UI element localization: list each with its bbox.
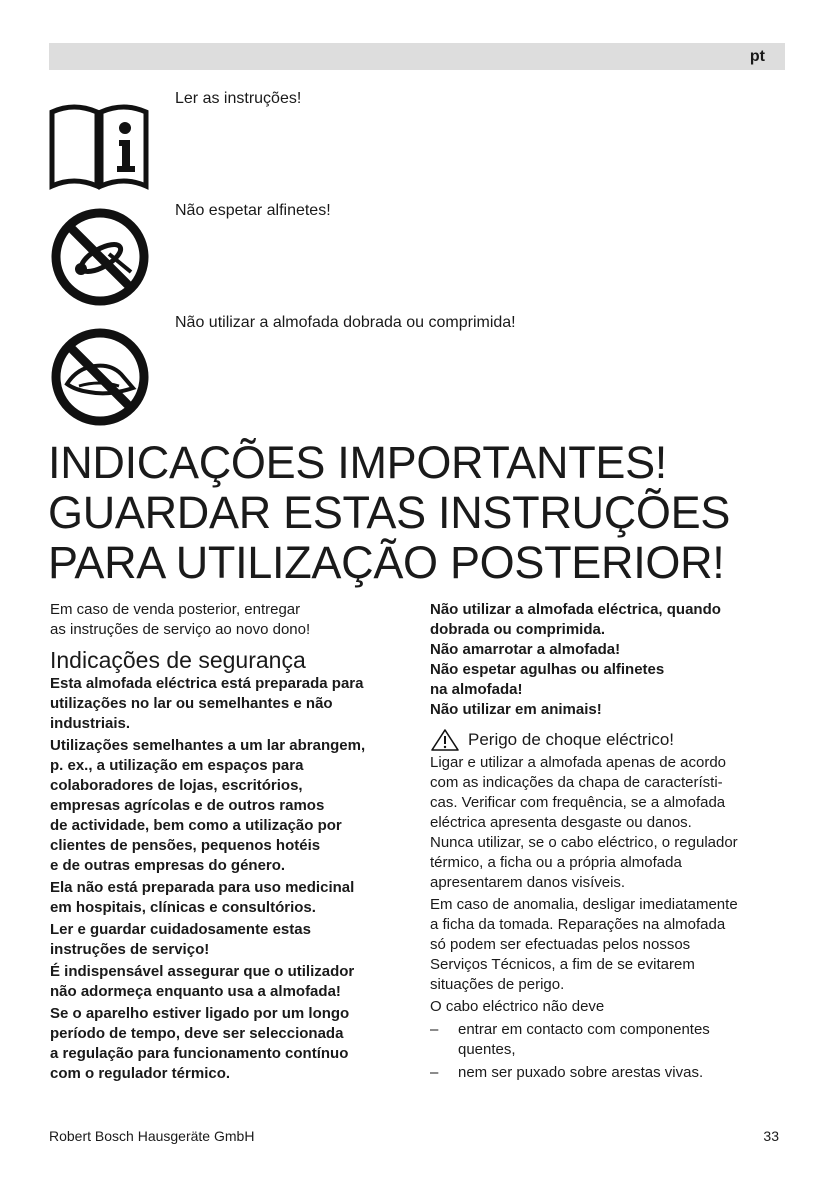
bold-notes bbox=[430, 600, 790, 720]
paragraph bbox=[430, 997, 790, 1017]
text-line: Nunca utilizar, se o cabo eléctrico, o regulador bbox=[430, 834, 738, 851]
text-line: apresentarem danos visíveis. bbox=[430, 874, 626, 891]
icon-label-folding: Não utilizar a almofada dobrada ou comprimida! bbox=[175, 314, 516, 331]
text-line: Ela não está preparada para uso medicinal bbox=[50, 879, 355, 896]
text-line: eléctrica apresenta desgaste ou danos. bbox=[430, 814, 692, 831]
text-line: térmico, a ficha ou a própria almofada bbox=[430, 854, 682, 871]
list-item bbox=[430, 1063, 790, 1083]
text-line: as instruções de serviço ao novo dono! bbox=[50, 621, 311, 638]
left-column bbox=[50, 600, 415, 1086]
section-heading: Indicações de segurança bbox=[50, 647, 306, 673]
text-line: Não amarrotar a almofada! bbox=[430, 641, 621, 658]
header-bar bbox=[49, 43, 785, 70]
right-column bbox=[430, 600, 790, 1083]
text-line: a regulação para funcionamento contínuo bbox=[50, 1045, 349, 1062]
page-footer bbox=[49, 1128, 779, 1144]
page-number: 33 bbox=[763, 1128, 779, 1144]
read-instructions-icon bbox=[49, 98, 149, 190]
text-line: empresas agrícolas e de outros ramos bbox=[50, 797, 325, 814]
headline-line: GUARDAR ESTAS INSTRUÇÕES bbox=[48, 487, 731, 538]
text-line: dobrada ou comprimida. bbox=[430, 621, 606, 638]
paragraph bbox=[50, 878, 415, 918]
text-line: p. ex., a utilização em espaços para bbox=[50, 757, 304, 774]
warning-text: Perigo de choque eléctrico! bbox=[468, 730, 675, 749]
no-folding-icon bbox=[49, 326, 151, 428]
text-line: em hospitais, clínicas e consultórios. bbox=[50, 899, 316, 916]
paragraph bbox=[430, 895, 790, 995]
language-code: pt bbox=[749, 48, 765, 65]
paragraph bbox=[50, 736, 415, 876]
page-headline bbox=[48, 438, 808, 588]
text-line: na almofada! bbox=[430, 681, 523, 698]
text-line: de actividade, bem como a utilização por bbox=[50, 817, 342, 834]
text-line: clientes de pensões, pequenos hotéis bbox=[50, 837, 321, 854]
text-line: Não utilizar em animais! bbox=[430, 701, 602, 718]
text-line: e de outras empresas do género. bbox=[50, 857, 286, 874]
text-line: colaboradores de lojas, escritórios, bbox=[50, 777, 303, 794]
text-line: período de tempo, deve ser seleccionada bbox=[50, 1025, 344, 1042]
text-line: Se o aparelho estiver ligado por um longo bbox=[50, 1005, 350, 1022]
text-line: Ligar e utilizar a almofada apenas de acordo bbox=[430, 754, 727, 771]
text-line: com as indicações da chapa de característi- bbox=[430, 774, 723, 791]
text-line: Esta almofada eléctrica está preparada para bbox=[50, 675, 364, 692]
text-line: entrar em contacto com componentes bbox=[458, 1021, 710, 1038]
text-line: O cabo eléctrico não deve bbox=[430, 998, 605, 1015]
text-line: situações de perigo. bbox=[430, 976, 565, 993]
warning-triangle-icon bbox=[430, 728, 460, 752]
paragraph bbox=[50, 1004, 415, 1084]
text-line: Não utilizar a almofada eléctrica, quando bbox=[430, 601, 721, 618]
text-line: cas. Verificar com frequência, se a almofada bbox=[430, 794, 726, 811]
warning-heading bbox=[430, 728, 790, 752]
no-pins-icon bbox=[49, 206, 151, 308]
icon-label-read: Ler as instruções! bbox=[175, 90, 302, 107]
text-line: utilizações no lar ou semelhantes e não bbox=[50, 695, 333, 712]
text-line: só podem ser efectuadas pelos nossos bbox=[430, 936, 691, 953]
text-line: não adormeça enquanto usa a almofada! bbox=[50, 983, 341, 1000]
text-line: É indispensável assegurar que o utilizador bbox=[50, 963, 355, 980]
paragraph bbox=[50, 962, 415, 1002]
text-line: Utilizações semelhantes a um lar abrangem, bbox=[50, 737, 366, 754]
headline-line: PARA UTILIZAÇÃO POSTERIOR! bbox=[48, 537, 725, 588]
text-line: quentes, bbox=[458, 1041, 516, 1058]
text-line: instruções de serviço! bbox=[50, 941, 210, 958]
paragraph bbox=[50, 674, 415, 734]
text-line: Ler e guardar cuidadosamente estas bbox=[50, 921, 311, 938]
icon-label-pins: Não espetar alfinetes! bbox=[175, 202, 331, 219]
paragraph bbox=[50, 920, 415, 960]
paragraph bbox=[430, 753, 790, 893]
text-line: nem ser puxado sobre arestas vivas. bbox=[458, 1064, 704, 1081]
list-item bbox=[430, 1020, 790, 1060]
text-line: com o regulador térmico. bbox=[50, 1065, 231, 1082]
company-name: Robert Bosch Hausgeräte GmbH bbox=[49, 1128, 255, 1144]
text-line: industriais. bbox=[50, 715, 131, 732]
text-line: Não espetar agulhas ou alfinetes bbox=[430, 661, 665, 678]
headline-line: INDICAÇÕES IMPORTANTES! bbox=[48, 437, 668, 488]
dash-marker: – bbox=[430, 1064, 439, 1081]
text-line: Serviços Técnicos, a fim de se evitarem bbox=[430, 956, 695, 973]
text-line: Em caso de anomalia, desligar imediatamente bbox=[430, 896, 738, 913]
intro-text bbox=[50, 600, 415, 640]
text-line: a ficha da tomada. Reparações na almofada bbox=[430, 916, 726, 933]
dash-marker: – bbox=[430, 1021, 439, 1038]
text-line: Em caso de venda posterior, entregar bbox=[50, 601, 301, 618]
